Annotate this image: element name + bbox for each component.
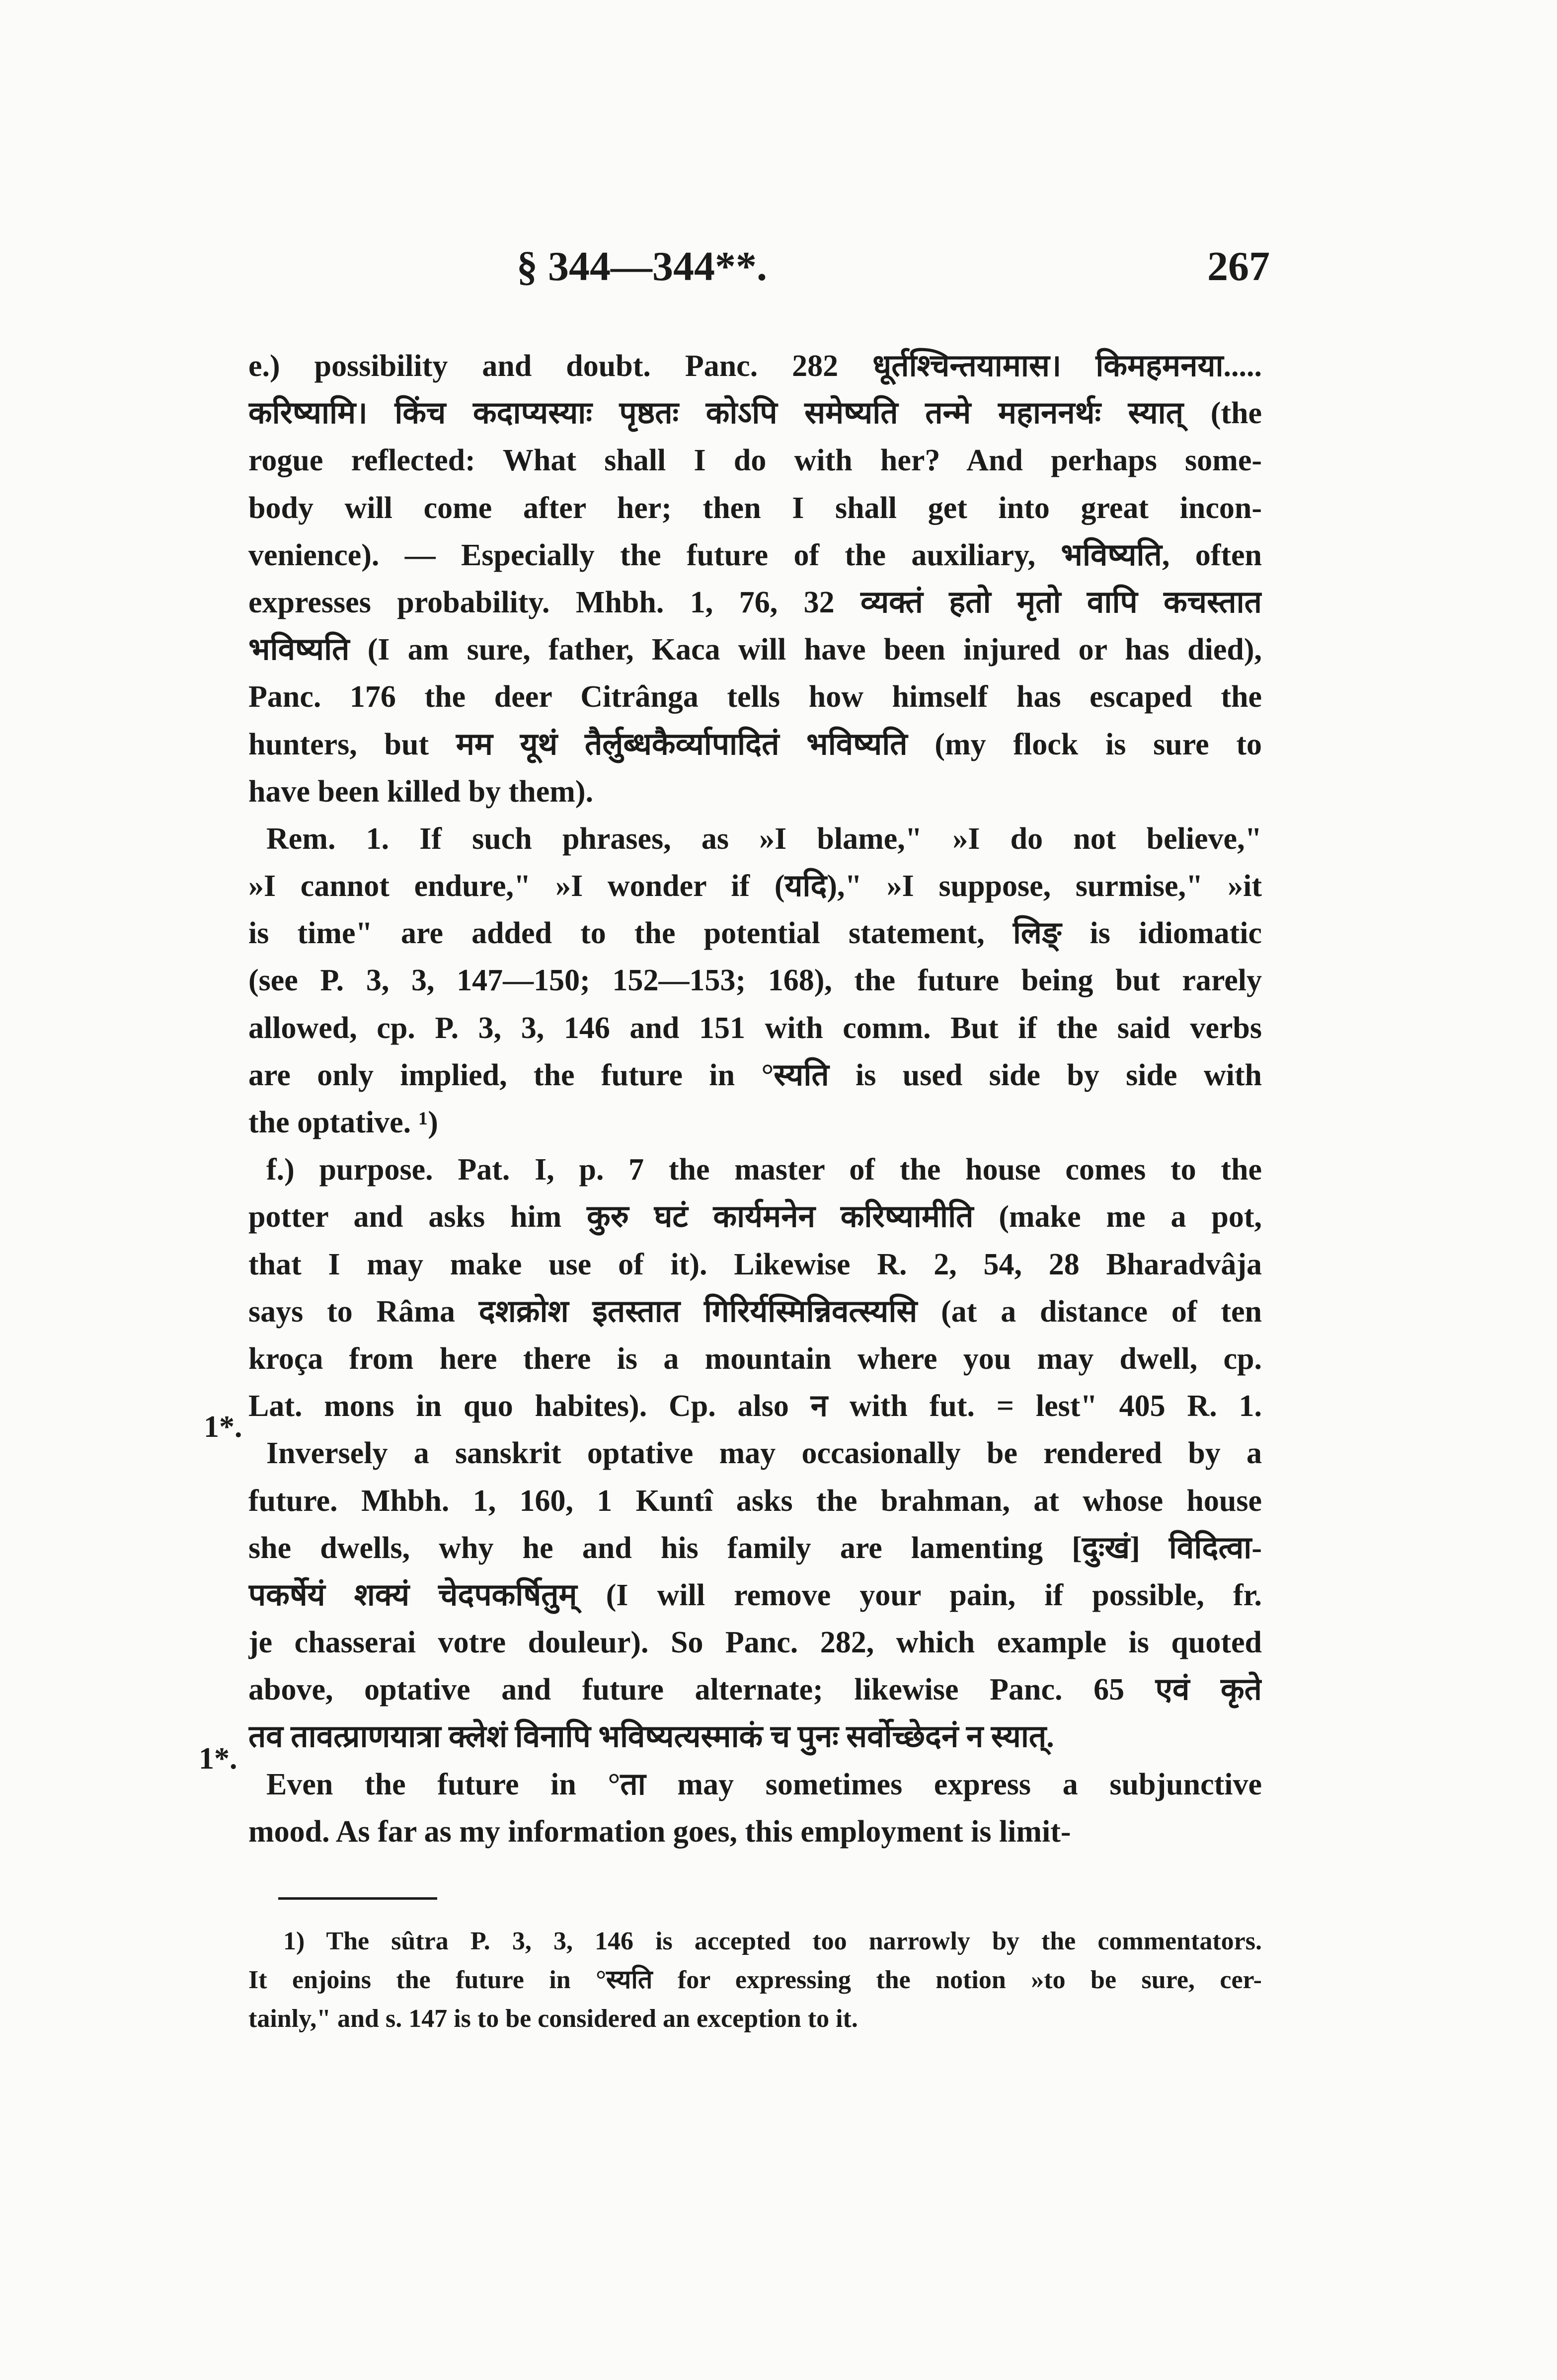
text-line: future. Mhbh. 1, 160, 1 Kuntî asks the brahman, at whose house xyxy=(248,1484,1262,1518)
text-line: says to Râma दशक्रोश इतस्तात गिरिर्यस्मिन्निवत्स्यसि (at a distance of ten xyxy=(248,1294,1262,1329)
footnote-line: tainly," and s. 147 is to be considered an exception to it. xyxy=(248,2005,858,2033)
text-line: f.) purpose. Pat. I, p. 7 the master of the house comes to the xyxy=(266,1153,1262,1187)
margin-mark: 1*. xyxy=(199,1742,237,1776)
text-line: je chasserai votre douleur). So Panc. 282, which example is quoted xyxy=(248,1626,1262,1660)
section-heading: § 344—344**. xyxy=(517,243,767,290)
text-line: Panc. 176 the deer Citrânga tells how himself has escaped the xyxy=(248,680,1262,714)
footnote-divider xyxy=(278,1897,437,1900)
text-line: that I may make use of it). Likewise R. 2, 54, 28 Bharadvâja xyxy=(248,1247,1262,1281)
page-header xyxy=(0,242,1557,302)
footnote xyxy=(248,1922,1262,2038)
text-line: (see P. 3, 3, 147—150; 152—153; 168), the future being but rarely xyxy=(248,964,1262,998)
margin-mark: 1*. xyxy=(204,1410,242,1444)
text-line: hunters, but मम यूथं तैर्लुब्धकैर्व्यापादितं भविष्यति (my flock is sure to xyxy=(248,727,1262,761)
text-line: Inversely a sanskrit optative may occasionally be rendered by a xyxy=(266,1436,1262,1471)
text-line: have been killed by them). xyxy=(248,774,594,809)
main-text xyxy=(248,343,1262,1856)
text-line: allowed, cp. P. 3, 3, 146 and 151 with comm. But if the said verbs xyxy=(248,1011,1262,1045)
text-line: भविष्यति (I am sure, father, Kaca will have been injured or has died), xyxy=(248,633,1262,667)
text-line: e.) possibility and doubt. Panc. 282 धूर्तश्चिन्तयामास। किमहमनया..... xyxy=(248,349,1262,383)
text-line: potter and asks him कुरु घटं कार्यमनेन करिष्यामीति (make me a pot, xyxy=(248,1200,1262,1234)
text-line: the optative. ¹) xyxy=(248,1106,438,1139)
text-line: above, optative and future alternate; likewise Panc. 65 एवं कृते xyxy=(248,1673,1262,1707)
text-line: kroça from here there is a mountain where you may dwell, cp. xyxy=(248,1341,1262,1376)
text-line: is time" are added to the potential statement, लिङ् is idiomatic xyxy=(248,916,1262,951)
text-line: Rem. 1. If such phrases, as »I blame," »I do not believe," xyxy=(266,821,1262,856)
text-line: mood. As far as my information goes, this employment is limit- xyxy=(248,1814,1071,1849)
text-line: she dwells, why he and his family are lamenting [दुःखं] विदित्वा- xyxy=(248,1531,1262,1565)
footnote-line: 1) The sûtra P. 3, 3, 146 is accepted too narrowly by the commentators. xyxy=(283,1927,1262,1955)
page-number: 267 xyxy=(1207,243,1270,290)
text-line: venience). — Especially the future of the auxiliary, भविष्यति, often xyxy=(248,538,1262,572)
footnote-line: It enjoins the future in °स्यति for expressing the notion »to be sure, cer- xyxy=(248,1966,1262,1994)
text-line: are only implied, the future in °स्यति is used side by side with xyxy=(248,1058,1262,1092)
text-line: Even the future in °ता may sometimes express a subjunctive xyxy=(266,1767,1262,1801)
text-line: rogue reflected: What shall I do with her? And perhaps some- xyxy=(248,444,1262,478)
text-line: body will come after her; then I shall get into great incon- xyxy=(248,491,1262,525)
text-line: Lat. mons in quo habites). Cp. also न with fut. = lest" 405 R. 1. xyxy=(248,1389,1262,1423)
text-line: करिष्यामि। किंच कदाप्यस्याः पृष्ठतः कोऽपि समेष्यति तन्मे महाननर्थः स्यात् (the xyxy=(248,396,1262,431)
text-line: »I cannot endure," »I wonder if (यदि)," »I suppose, surmise," »it xyxy=(248,869,1262,903)
text-line: पकर्षेयं शक्यं चेदपकर्षितुम् (I will remove your pain, if possible, fr. xyxy=(248,1578,1262,1612)
text-line: तव तावत्प्राणयात्रा क्लेशं विनापि भविष्यत्यस्माकं च पुनः सर्वोच्छेदनं न स्यात्. xyxy=(248,1720,1054,1754)
text-line: expresses probability. Mhbh. 1, 76, 32 व्यक्तं हतो मृतो वापि कचस्तात xyxy=(248,585,1262,619)
